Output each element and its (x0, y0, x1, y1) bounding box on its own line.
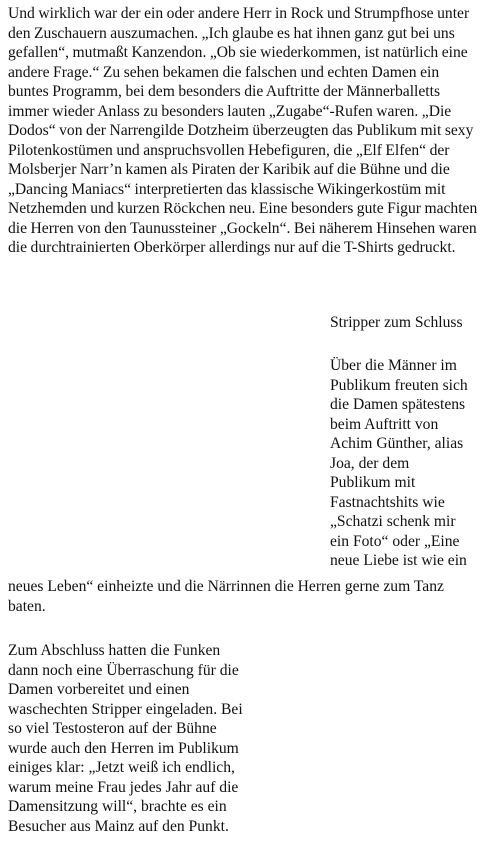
text-line: „Schatzi schenk mir (330, 513, 456, 530)
text-line: neues Leben“ einheizte und die Närrinnen die Herren gerne zum Tanz (8, 578, 444, 595)
text-line: waschechten Stripper eingeladen. Bei (8, 700, 243, 718)
text-line: dann noch eine Überraschung für die (8, 661, 239, 679)
text-line: Über die Männer im (330, 357, 457, 374)
text-line: Joa, der dem (330, 454, 410, 472)
paragraph-intro: Und wirklich war der ein oder andere Herr in Rock und Strumpfhose unter den Zuschauern auszumachen. „Ich glaube es hat ihnen ganz gut bei uns gefallen“, mutmaßt Kanzendon. „Ob sie wiederkommen, ist natürlich eine andere Frage.“ Zu sehen bekamen die falschen und echten Damen ein buntes Programm, bei dem besonders die Auftritte der Männerballetts immer wieder Anlass zu besonders lauten „Zugabe“-Rufen waren. „Die Dodos“ von der Narrengilde Dotzheim überzeugten das Publikum mit sexy Pilotenkostümen und anspruchsvollen Hebefiguren, die „Elf Elfen“ der Molsberjer Narr’n kamen als Piraten der Karibik auf die Bühne und die „Dancing Maniacs“ interpretierten das klassische Wikingerkostüm mit Netzhemden und kurzen Röckchen neu. Eine besonders gute Figur machten die Herren von den Taunussteiner „Gockeln“. Bei näherem Hinsehen waren die durchtrainierten Oberkörper allerdings nur auf die T-Shirts gedruckt. (8, 5, 478, 256)
text-line: wurde auch den Herren im Publikum (8, 739, 239, 757)
text-line: warum meine Frau jedes Jahr auf die (8, 778, 239, 796)
text-line: beim Auftritt von (330, 415, 439, 433)
text-line: Fastnachtshits wie (330, 493, 445, 511)
text-line: ein Foto“ oder „Eine (330, 532, 460, 550)
paragraph-stripper-column (330, 356, 480, 571)
text-line: Publikum mit (330, 474, 416, 491)
section-heading: Stripper zum Schluss (330, 314, 463, 331)
paragraph-closing (8, 641, 268, 836)
text-line: neue Liebe ist wie ein (330, 552, 467, 569)
text-line: baten. (8, 597, 46, 615)
text-line: einiges klar: „Jetzt weiß ich endlich, (8, 759, 235, 776)
text-line: Damensitzung will“, brachte es ein (8, 798, 227, 815)
text-line: so viel Testosteron auf der Bühne (8, 720, 217, 737)
text-line: Achim Günther, alias (330, 435, 464, 452)
text-line: Besucher aus Mainz auf den Punkt. (8, 817, 229, 835)
text-line: Damen vorbereitet und einen (8, 681, 190, 698)
text-line: Publikum freuten sich (330, 376, 468, 394)
text-line: Zum Abschluss hatten die Funken (8, 642, 221, 659)
paragraph-stripper-continuation (8, 577, 478, 616)
text-line: die Damen spätestens (330, 396, 466, 413)
